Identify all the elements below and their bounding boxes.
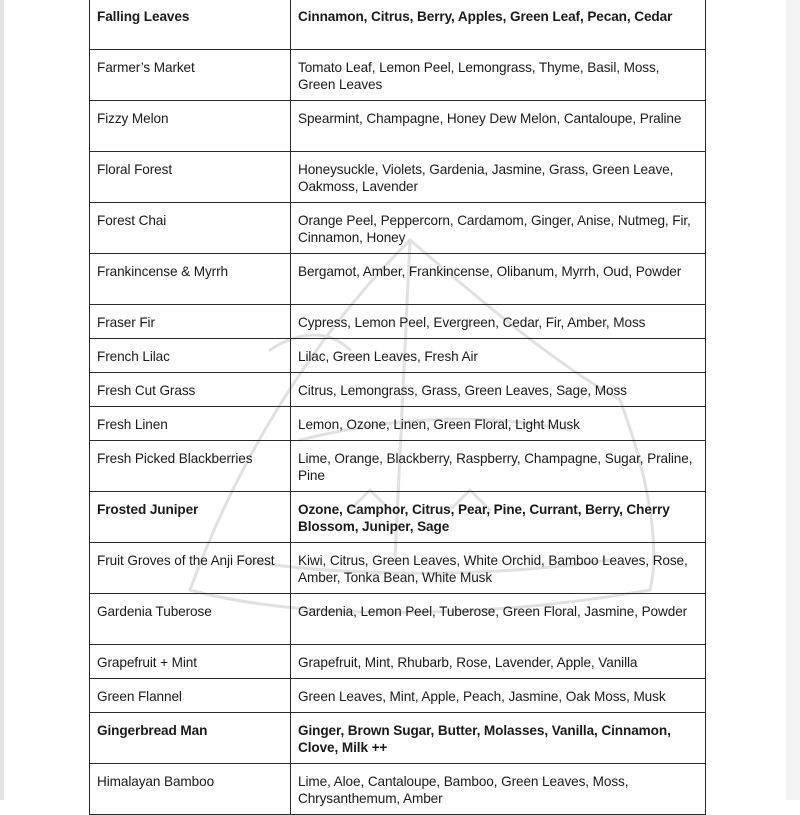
table-row <box>90 492 706 543</box>
scent-name-cell: Himalayan Bamboo <box>90 764 291 815</box>
scent-name-cell: Fizzy Melon <box>90 101 291 152</box>
scent-notes-cell: Lime, Aloe, Cantaloupe, Bamboo, Green Leaves, Moss, Chrysanthemum, Amber <box>291 764 706 815</box>
table-row <box>90 203 706 254</box>
table-row <box>90 373 706 407</box>
scent-name-cell: Floral Forest <box>90 152 291 203</box>
scent-notes-cell: Orange Peel, Peppercorn, Cardamom, Ginger, Anise, Nutmeg, Fir, Cinnamon, Honey <box>291 203 706 254</box>
scent-notes-cell: Ozone, Camphor, Citrus, Pear, Pine, Currant, Berry, Cherry Blossom, Juniper, Sage <box>291 492 706 543</box>
table-row <box>90 0 706 50</box>
table-row <box>90 305 706 339</box>
scent-name-cell: Forest Chai <box>90 203 291 254</box>
scent-name-cell: Fresh Cut Grass <box>90 373 291 407</box>
scent-name-cell: Fresh Linen <box>90 407 291 441</box>
scent-name-cell: Green Flannel <box>90 679 291 713</box>
table-row <box>90 645 706 679</box>
scent-notes-cell: Green Leaves, Mint, Apple, Peach, Jasmine, Oak Moss, Musk <box>291 679 706 713</box>
table-row <box>90 764 706 815</box>
scent-notes-cell: Tomato Leaf, Lemon Peel, Lemongrass, Thyme, Basil, Moss, Green Leaves <box>291 50 706 101</box>
scent-name-cell: Gardenia Tuberose <box>90 594 291 645</box>
scent-name-cell: Fraser Fir <box>90 305 291 339</box>
scent-notes-cell: Honeysuckle, Violets, Gardenia, Jasmine, Grass, Green Leave, Oakmoss, Lavender <box>291 152 706 203</box>
scent-name-cell: Frankincense & Myrrh <box>90 254 291 305</box>
scent-notes-cell: Citrus, Lemongrass, Grass, Green Leaves, Sage, Moss <box>291 373 706 407</box>
scent-name-cell: Gingerbread Man <box>90 713 291 764</box>
scent-notes-cell: Lemon, Ozone, Linen, Green Floral, Light Musk <box>291 407 706 441</box>
page-edge-left <box>0 0 4 800</box>
scent-notes-cell: Grapefruit, Mint, Rhubarb, Rose, Lavender, Apple, Vanilla <box>291 645 706 679</box>
scent-name-cell: French Lilac <box>90 339 291 373</box>
page-edge-right <box>786 0 800 800</box>
table-row <box>90 679 706 713</box>
table-row <box>90 50 706 101</box>
scent-table-container <box>89 0 705 815</box>
scent-name-cell: Fruit Groves of the Anji Forest <box>90 543 291 594</box>
scent-name-cell: Frosted Juniper <box>90 492 291 543</box>
scent-notes-cell: Ginger, Brown Sugar, Butter, Molasses, Vanilla, Cinnamon, Clove, Milk ++ <box>291 713 706 764</box>
scent-name-cell: Fresh Picked Blackberries <box>90 441 291 492</box>
scent-notes-cell: Lime, Orange, Blackberry, Raspberry, Champagne, Sugar, Praline, Pine <box>291 441 706 492</box>
scent-name-cell: Farmer’s Market <box>90 50 291 101</box>
table-row <box>90 254 706 305</box>
scent-notes-cell: Cypress, Lemon Peel, Evergreen, Cedar, Fir, Amber, Moss <box>291 305 706 339</box>
table-row <box>90 339 706 373</box>
table-row <box>90 407 706 441</box>
table-row <box>90 713 706 764</box>
scent-notes-cell: Lilac, Green Leaves, Fresh Air <box>291 339 706 373</box>
scent-notes-cell: Bergamot, Amber, Frankincense, Olibanum, Myrrh, Oud, Powder <box>291 254 706 305</box>
scent-notes-cell: Kiwi, Citrus, Green Leaves, White Orchid, Bamboo Leaves, Rose, Amber, Tonka Bean, White Musk <box>291 543 706 594</box>
scent-notes-cell: Spearmint, Champagne, Honey Dew Melon, Cantaloupe, Praline <box>291 101 706 152</box>
table-row <box>90 441 706 492</box>
scent-name-cell: Falling Leaves <box>90 0 291 50</box>
scent-notes-cell: Gardenia, Lemon Peel, Tuberose, Green Floral, Jasmine, Powder <box>291 594 706 645</box>
table-row <box>90 152 706 203</box>
table-row <box>90 543 706 594</box>
scent-notes-cell: Cinnamon, Citrus, Berry, Apples, Green Leaf, Pecan, Cedar <box>291 0 706 50</box>
table-row <box>90 594 706 645</box>
scent-name-cell: Grapefruit + Mint <box>90 645 291 679</box>
scent-notes-table <box>89 0 706 815</box>
table-row <box>90 101 706 152</box>
